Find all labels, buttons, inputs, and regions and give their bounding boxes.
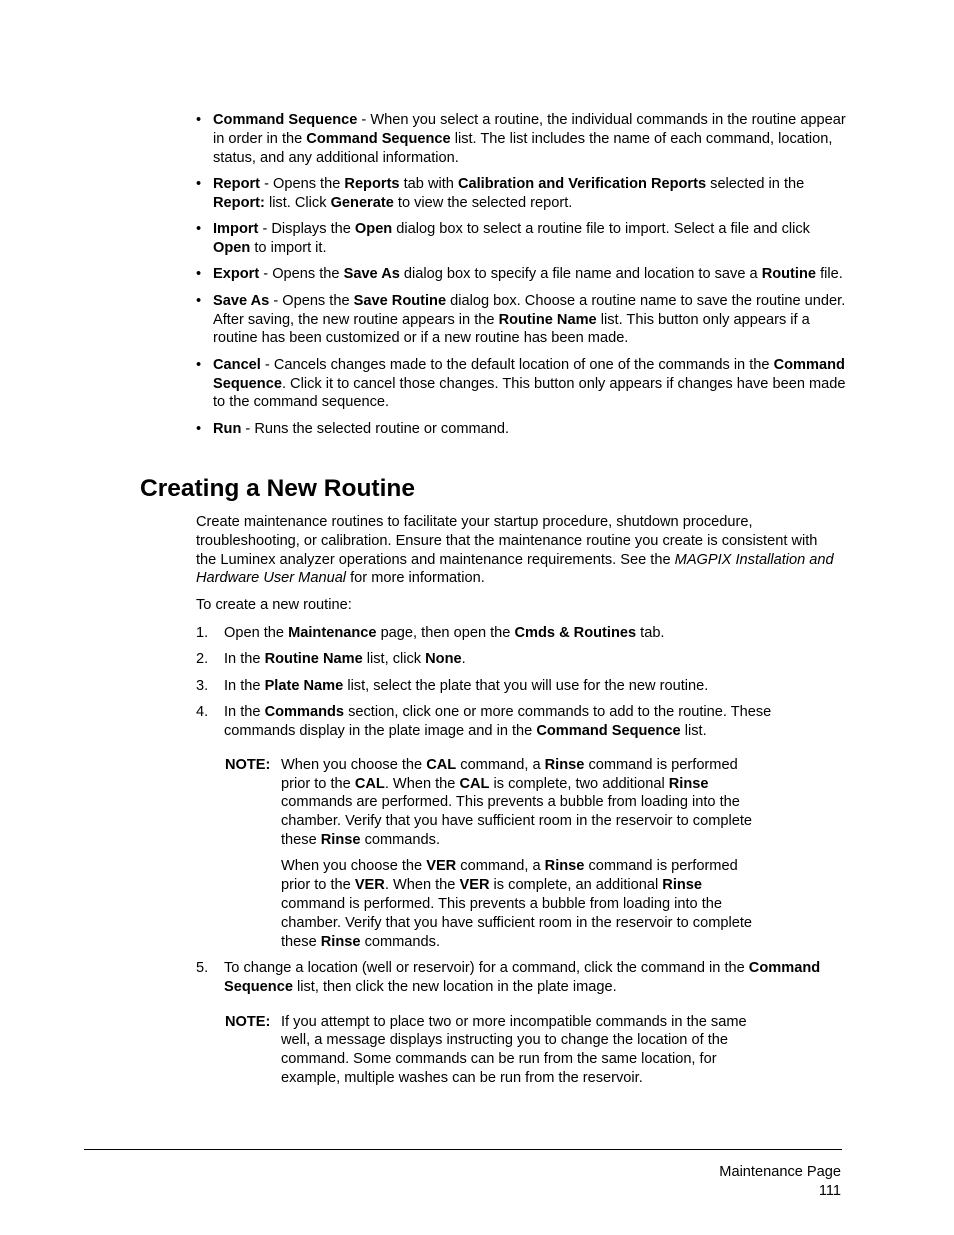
list-item: • Report - Opens the Reports tab with Calibration and Verification Reports selected in the Report: list. Click Generate to view the selected report. (196, 175, 805, 211)
steps-lead-in: To create a new routine: (196, 597, 352, 613)
step-text-bold: Plate Name (264, 677, 344, 694)
step-text: In the Routine Name list, click None. (224, 651, 466, 668)
bullet-icon: • (196, 420, 202, 437)
step-text-bold: Commands (264, 704, 345, 721)
list-item-term: Run (213, 420, 242, 437)
list-item-text-bold: Reports (344, 175, 400, 192)
step-number: 4. (196, 704, 209, 721)
button-description-list (196, 111, 846, 446)
note-text-bold: VER (426, 858, 457, 875)
note-paragraph: When you choose the CAL command, a Rinse command is performed prior to the CAL. When the CAL is complete, two additional Rinse commands are performed. This prevents a bubble from loading into the chamber. Verify that you have sufficient room in the reservoir to complete these Rinse commands. (281, 756, 753, 848)
section-heading: Creating a New Routine (140, 475, 415, 502)
procedure-steps (196, 624, 846, 1095)
bullet-icon: • (196, 221, 202, 238)
list-item-text-bold: Open (354, 221, 393, 238)
step-item (196, 650, 846, 669)
note-label: NOTE: (225, 756, 271, 773)
note-text-bold: Rinse (320, 831, 361, 848)
step-text: Open the Maintenance page, then open the Cmds & Routines tab. (224, 625, 665, 641)
list-item: • Save As - Opens the Save Routine dialog box. Choose a routine name to save the routine under. After saving, the new routine appears in the Routine Name list. This button only appears if a routine has been customized or if a new routine has been made. (196, 292, 846, 347)
page-number: 111 (818, 1182, 841, 1199)
step-text: In the Commands section, click one or more commands to add to the routine. These commands display in the plate image and in the Command Sequence list. (224, 704, 772, 739)
list-item-text-bold: Report: (213, 194, 265, 211)
note-text-bold: VER (459, 877, 490, 894)
list-item-text-bold: Routine Name (498, 311, 597, 328)
note-paragraph: When you choose the VER command, a Rinse command is performed prior to the VER. When the VER is complete, an additional Rinse command is performed. This prevents a bubble from loading into the chamber. Verify that you have sufficient room in the reservoir to complete these Rinse commands. (281, 858, 753, 950)
step-item (196, 624, 846, 643)
note-block (196, 756, 761, 952)
page-footer (719, 1163, 841, 1201)
note-paragraph: If you attempt to place two or more incompatible commands in the same well, a message displays instructing you to change the location of the command. Some commands can be run from the same location, for example, multiple washes can be run from the reservoir. (281, 1013, 747, 1086)
step-number: 5. (196, 959, 209, 976)
note-text-bold: Rinse (668, 775, 709, 792)
list-item: • Run - Runs the selected routine or command. (196, 420, 510, 437)
list-item-text-bold: Save As (343, 266, 400, 283)
note-text-bold: VER (354, 877, 385, 894)
step-number: 2. (196, 651, 209, 668)
note-text-bold: CAL (426, 756, 457, 773)
step-text-bold: Command Sequence (224, 959, 821, 995)
step-text-bold: Maintenance (288, 625, 377, 641)
list-item-text-bold: Open (213, 239, 251, 256)
footer-section: Maintenance Page (719, 1164, 841, 1180)
step-number: 3. (196, 677, 209, 694)
list-item: • Cancel - Cancels changes made to the default location of one of the commands in the Command Sequence. Click it to cancel those changes. This button only appears if changes have been made to the command sequence. (196, 356, 846, 411)
list-item: • Import - Displays the Open dialog box to select a routine file to import. Select a file and click Open to import it. (196, 221, 810, 256)
list-item: • Export - Opens the Save As dialog box to specify a file name and location to save a Routine file. (196, 266, 843, 283)
list-item-text-bold: Command Sequence (213, 356, 845, 392)
footer-rule (84, 1149, 842, 1150)
note-text-bold: Rinse (544, 756, 585, 773)
list-item-text-bold: Command Sequence (306, 130, 451, 147)
step-item (196, 677, 846, 696)
step-text-bold: Command Sequence (536, 722, 681, 739)
list-item-text-bold: Calibration and Verification Reports (457, 175, 707, 192)
intro-paragraph: Create maintenance routines to facilitate your startup procedure, shutdown procedure, troubleshooting, or calibration. Ensure that the maintenance routine you create is consistent with the Luminex analyzer operations and maintenance requirements. See the MAGPIX Installation and Hardware User Manual for more information. (196, 514, 834, 587)
list-item-term: Export (213, 266, 260, 283)
note-text-bold: Rinse (544, 858, 585, 875)
list-item-text-bold: Generate (330, 194, 394, 211)
bullet-icon: • (196, 112, 202, 128)
bullet-icon: • (196, 356, 202, 373)
list-item-text-bold: Routine (761, 266, 817, 283)
bullet-icon: • (196, 292, 202, 309)
step-text-bold: Cmds & Routines (514, 625, 637, 641)
note-label: NOTE: (225, 1013, 271, 1030)
step-number: 1. (196, 625, 209, 641)
step-text: In the Plate Name list, select the plate that you will use for the new routine. (224, 677, 709, 694)
step-item (196, 959, 846, 1088)
bullet-icon: • (196, 266, 202, 283)
note-text-bold: Rinse (662, 877, 703, 894)
list-item-term: Save As (213, 292, 270, 309)
list-item-term: Cancel (213, 356, 261, 373)
list-item: • Command Sequence - When you select a routine, the individual commands in the routine appear in order in the Command Sequence list. The list includes the name of each command, location, status, and any additional information. (196, 112, 846, 166)
intro-text-italic: MAGPIX Installation and Hardware User Manual (196, 551, 834, 587)
note-text-bold: CAL (459, 775, 490, 792)
list-item-term: Report (213, 175, 261, 192)
list-item-text-bold: Save Routine (353, 292, 447, 309)
step-text-bold: Routine Name (264, 651, 363, 668)
bullet-icon: • (196, 175, 202, 192)
step-item (196, 703, 846, 951)
note-block (196, 1013, 761, 1088)
note-text-bold: Rinse (320, 933, 361, 950)
list-item-term: Command Sequence (213, 112, 358, 128)
note-text-bold: CAL (354, 775, 385, 792)
step-text: To change a location (well or reservoir) for a command, click the command in the Command Sequence list, then click the new location in the plate image. (224, 959, 821, 995)
step-text-bold: None (425, 651, 462, 668)
list-item-term: Import (213, 221, 259, 238)
